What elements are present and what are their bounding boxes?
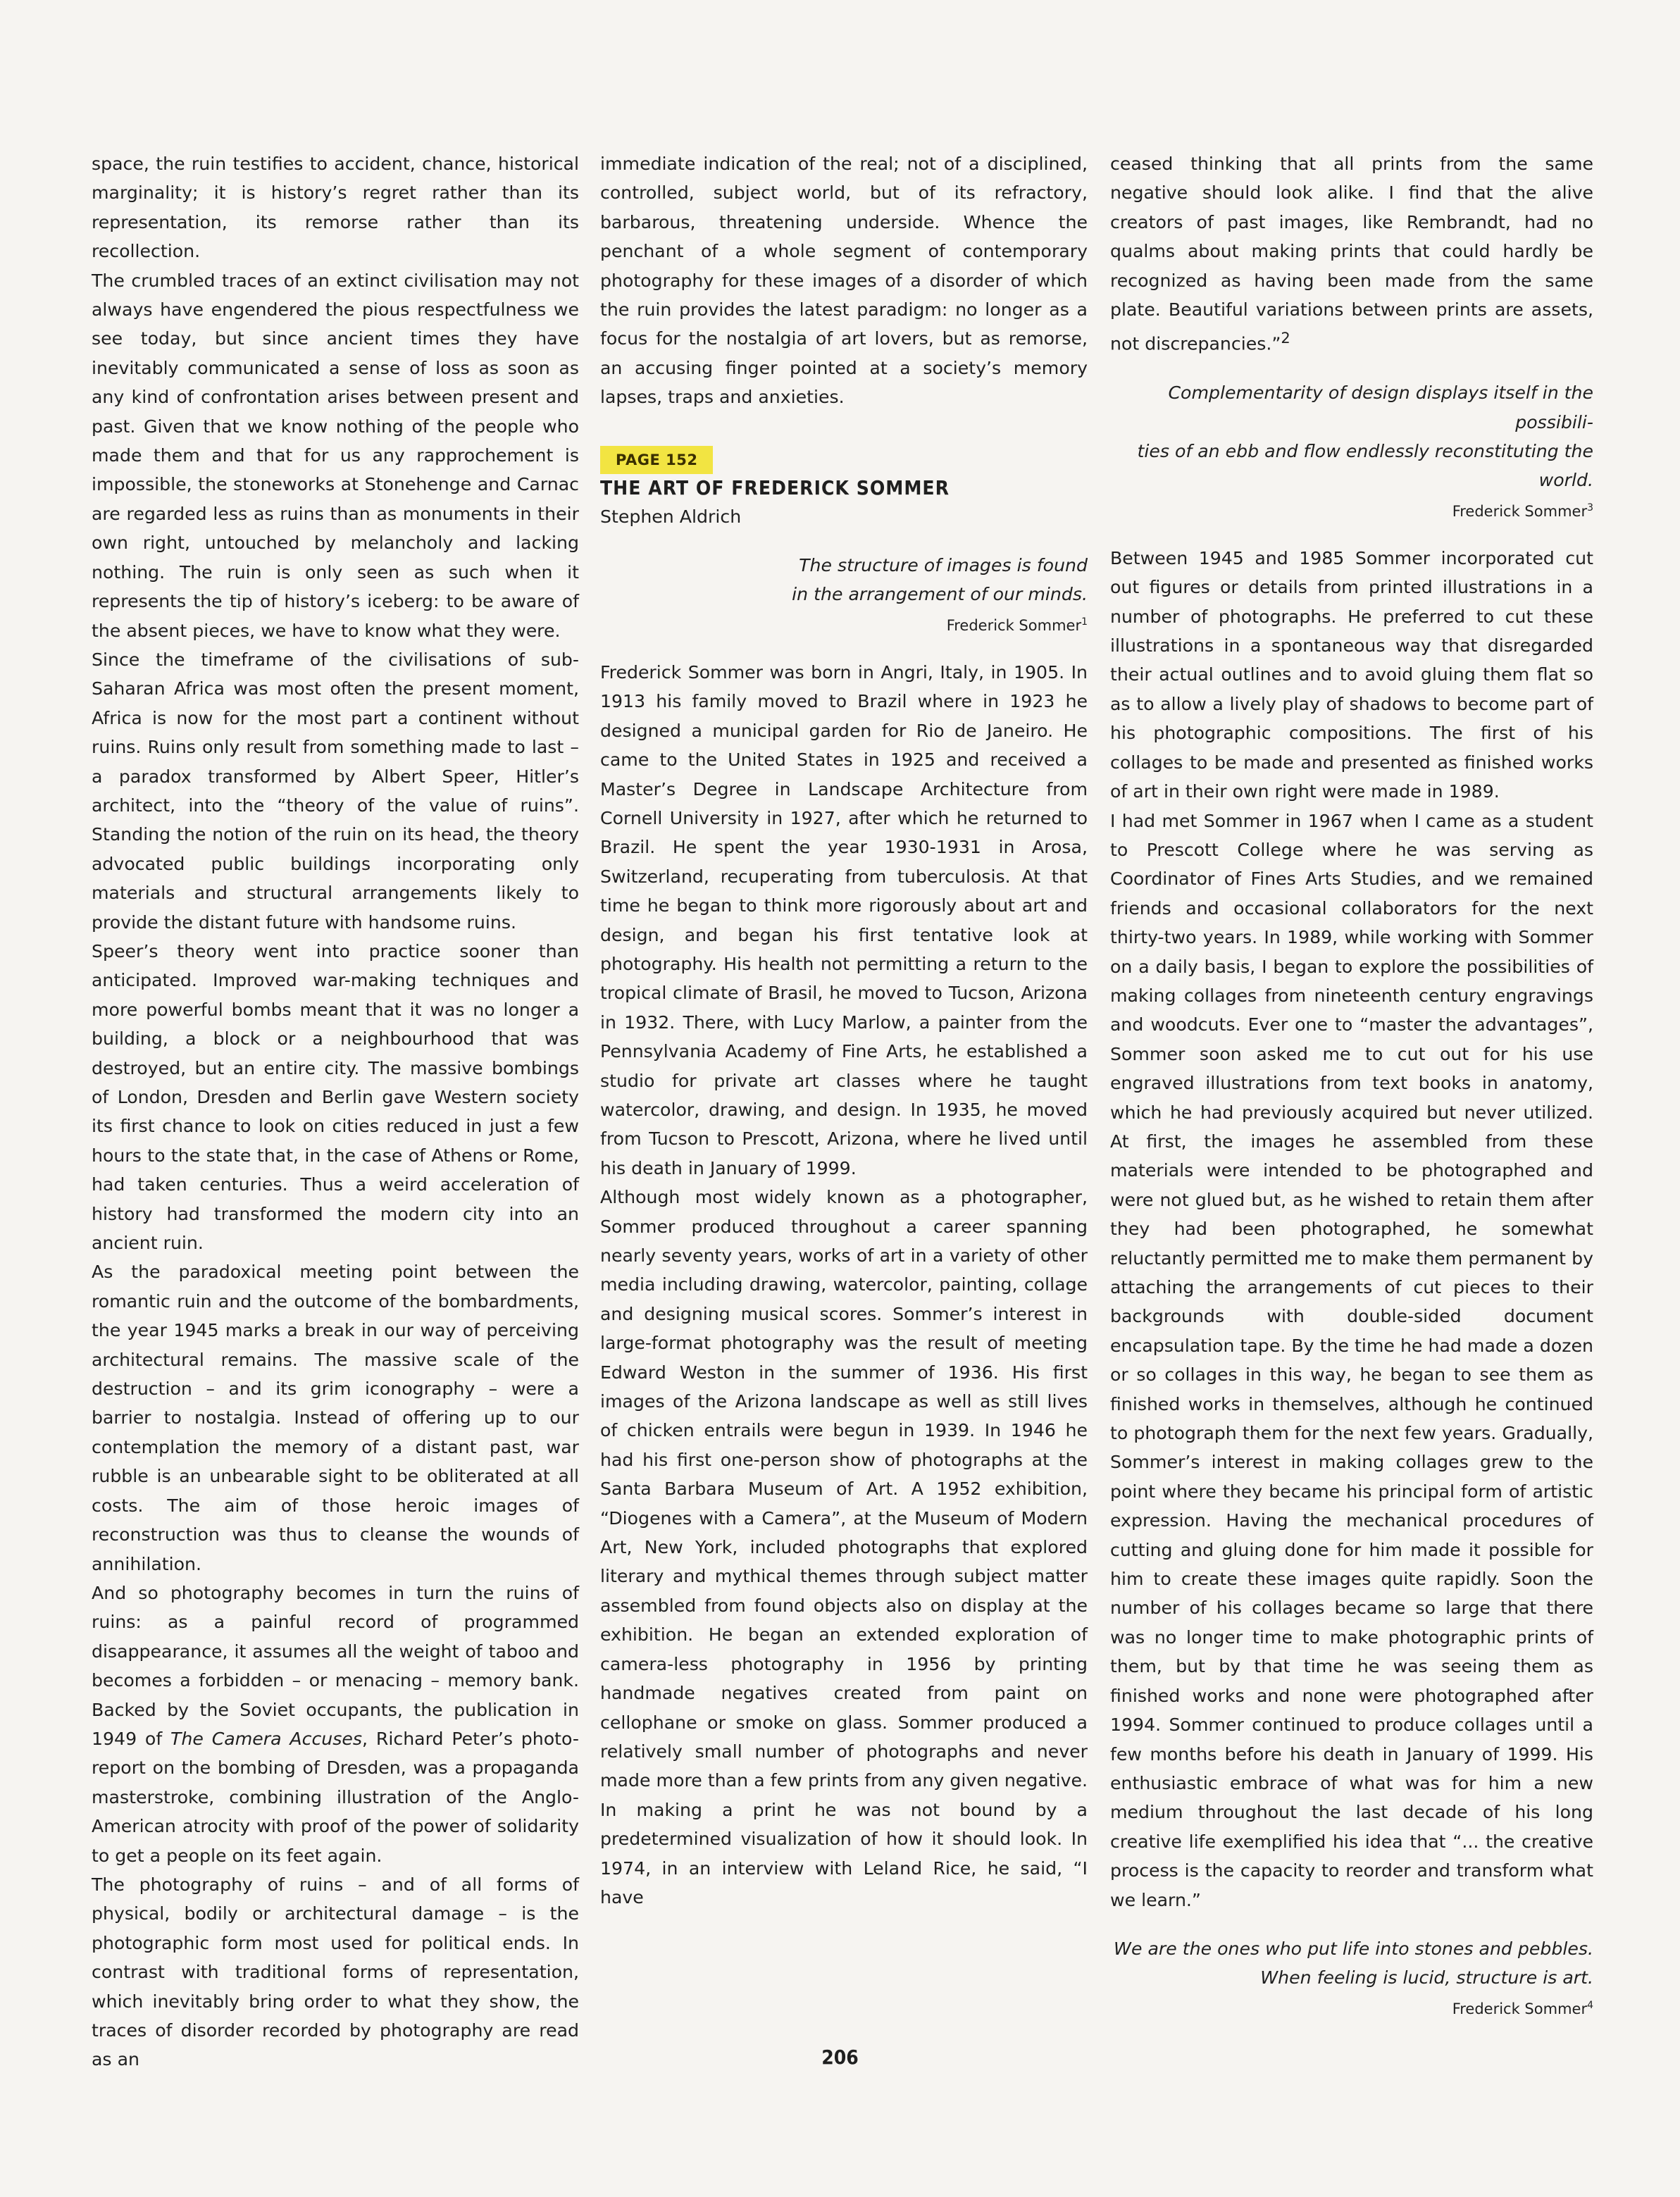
attribution-name: Frederick Sommer xyxy=(1452,502,1588,520)
attribution-name: Frederick Sommer xyxy=(1452,2000,1588,2017)
footnote-marker: 2 xyxy=(1281,330,1290,347)
article-title: THE ART OF FREDERICK SOMMER xyxy=(600,475,950,499)
epigraph-line: The structure of images is found xyxy=(799,555,1088,576)
epigraph-line: ties of an ebb and flow endlessly reconstituting the world. xyxy=(1137,441,1593,491)
page-reference-badge: PAGE 152 xyxy=(600,446,713,474)
book-title: The Camera Accuses xyxy=(170,1728,363,1749)
paragraph: Since the timeframe of the civilisations of sub-Saharan Africa was most often the present moment, Africa is now for the most part a continent without ruins. Ruins only result from something made to last – a paradox transformed by Albert Speer, Hitler’s architect, into the “theory of the value of ruins”. Standing the notion of the ruin on its head, the theory advocated public buildings incorporating only materials and structural arrangements likely to provide the distant future with handsome ruins. xyxy=(92,649,579,933)
footnote-marker: 1 xyxy=(1081,616,1088,628)
paragraph: The photography of ruins – and of all forms of physical, bodily or architectural damage – is the photographic form most used for political ends. In contrast with traditional forms of representation, which inevitably bring order to what they show, the traces of disorder recorded by photography are read as an xyxy=(92,1874,579,2070)
paragraph: Although most widely known as a photographer, Sommer produced throughout a career spanning nearly seventy years, works of art in a variety of other media including drawing, watercolor, painting, collage and designing musical scores. Sommer’s interest in large-format photography was the result of meeting Edward Weston in the summer of 1936. His first images of the Arizona landscape as well as still lives of chicken entrails were begun in 1939. In 1946 he had his first one-person show of photographs at the Santa Barbara Museum of Art. A 1952 exhibition, “Diogenes with a Camera”, at the Museum of Modern Art, New York, included photographs that explored literary and mythical themes through subject matter assembled from found objects also on display at the exhibition. He began an extended exploration of camera-less photography in 1956 by printing handmade negatives created from paint on cellophane or smoke on glass. Sommer produced a relatively small number of photographs and never made more than a few prints from any given negative. In making a print he was not bound by a predetermined visualization of how it should look. In 1974, in an interview with Leland Rice, he said, “I have xyxy=(600,1187,1088,1907)
paragraph xyxy=(1110,149,1593,359)
epigraph-line: in the arrangement of our minds. xyxy=(792,584,1088,605)
paragraph: space, the ruin testifies to accident, chance, historical marginality; it is history’s regret rather than its representation, its remorse rather than its recollection. xyxy=(92,154,579,262)
text-column-1 xyxy=(92,149,579,2074)
epigraph-line: When feeling is lucid, structure is art. xyxy=(1260,1967,1593,1988)
paragraph: Speer’s theory went into practice sooner than anticipated. Improved war-making techniques and more powerful bombs meant that it was no longer a building, a block or a neighbourhood that was destroyed, but an entire city. The massive bombings of London, Dresden and Berlin gave Western society its first chance to look on cities reduced in just a few hours to the state that, in the case of Athens or Rome, had taken centuries. Thus a weird acceleration of history had transformed the modern city into an ancient ruin. xyxy=(92,940,579,1254)
epigraph-attribution xyxy=(1110,495,1593,524)
text-column-2 xyxy=(600,149,1088,1912)
paragraph: The crumbled traces of an extinct civilisation may not always have engendered the pious respectfulness we see today, but since ancient times they have inevitably communicated a sense of loss as soon as any kind of confrontation arises between present and past. Given that we know nothing of the people who made them and that for us any rapprochement is impossible, the stoneworks at Stonehenge and Carnac are regarded less as ruins than as monuments in their own right, untouched by melancholy and lacking nothing. The ruin is only seen as such when it represents the tip of history’s iceberg: to be aware of the absent pieces, we have to know what they were. xyxy=(92,270,579,641)
text-column-3 xyxy=(1110,149,1593,2022)
footnote-marker: 4 xyxy=(1587,1999,1593,2011)
paragraph: As the paradoxical meeting point between the romantic ruin and the outcome of the bombardments, the year 1945 marks a break in our way of perceiving architectural remains. The massive scale of the destruction – and its grim iconography – were a barrier to nostalgia. Instead of offering up to our contemplation the memory of a distant past, war rubble is an unbearable sight to be obliterated at all costs. The aim of those heroic images of reconstruction was thus to cleanse the wounds of annihilation. xyxy=(92,1262,579,1574)
paragraph: immediate indication of the real; not of a disciplined, controlled, subject world, but of its refractory, barbarous, threatening underside. Whence the penchant of a whole segment of contemporary photography for these images of a disorder of which the ruin provides the latest paradigm: no longer as a focus for the nostalgia of art lovers, but as remorse, an accusing finger pointed at a society’s memory lapses, traps and anxieties. xyxy=(600,154,1088,408)
paragraph-text: And so photography becomes in turn the ruins of ruins: as a painful record of programmed disappearance, it assumes all the weight of taboo and becomes a forbidden – or menacing – memory bank. Backed by the Soviet occupants, the publication in 1949 of xyxy=(92,1582,579,1749)
page-number: 206 xyxy=(821,2046,859,2069)
footnote-marker: 3 xyxy=(1587,502,1593,514)
paragraph xyxy=(92,1579,579,1870)
article-author: Stephen Aldrich xyxy=(600,506,742,527)
paragraph-text: ceased thinking that all prints from the same negative should look alike. I find that the alive creators of past images, like Rembrandt, had no qualms about making prints that could hardly be recognized as having been made from the same plate. Beautiful variations between prints are assets, not discrepancies.” xyxy=(1110,154,1593,354)
paragraph: Between 1945 and 1985 Sommer incorporated cut out figures or details from printed illustrations in a number of photographs. He preferred to cut these illustrations in a spontaneous way that disregarded their actual outlines and to avoid gluing them flat so as to allow a lively play of shadows to become part of his photographic compositions. The first of his collages to be made and presented as finished works of art in their own right were made in 1989. xyxy=(1110,547,1593,802)
paragraph: Frederick Sommer was born in Angri, Italy, in 1905. In 1913 his family moved to Brazil where in 1923 he designed a municipal garden for Rio de Janeiro. He came to the United States in 1925 and received a Master’s Degree in Landscape Architecture from Cornell University in 1927, after which he returned to Brazil. He spent the year 1930-1931 in Arosa, Switzerland, recuperating from tuberculosis. At that time he began to think more rigorously about art and design, and began his first tentative look at photography. His health not permitting a return to the tropical climate of Brasil, he moved to Tucson, Arizona in 1932. There, with Lucy Marlow, a painter from the Pennsylvania Academy of Fine Arts, he established a studio for private art classes where he taught watercolor, drawing, and design. In 1935, he moved from Tucson to Prescott, Arizona, where he lived until his death in January of 1999. xyxy=(600,661,1088,1178)
attribution-name: Frederick Sommer xyxy=(946,616,1082,634)
epigraph-line: Complementarity of design displays itself in the possibili- xyxy=(1168,382,1593,432)
paragraph: I had met Sommer in 1967 when I came as a student to Prescott College where he was serving as Coordinator of Fines Arts Studies, and we remained friends and occasional collaborators for the next thirty-two years. In 1989, while working with Sommer on a daily basis, I began to explore the possibilities of making collages from nineteenth century engravings and woodcuts. Ever one to “master the advantages”, Sommer soon asked me to cut out for his use engraved illustrations from text books in anatomy, which he had previously acquired but never utilized. At first, the images he assembled from these materials were intended to be photographed and were not glued but, as he wished to retain them after they had been photographed, he somewhat reluctantly permitted me to make them permanent by attaching the arrangements of cut pieces to their backgrounds with double-sided document encapsulation tape. By the time he had made a dozen or so collages in this way, he began to see them as finished works in themselves, although he continued to photograph them for the next few years. Gradually, Sommer’s interest in making collages grew to the point where they became his principal form of artistic expression. Having the mechanical procedures of cutting and gluing done for him made it possible for him to create these images quite rapidly. Soon the number of his collages became so large that there was no longer time to make photographic prints of them, but by that time he was seeing them as finished works and none were photographed after 1994. Sommer continued to produce collages until a few months before his death in January of 1999. His enthusiastic embrace of what was for him a new medium throughout the last decade of his long creative life exemplified his idea that “... the creative process is the capacity to reorder and transform what we learn.” xyxy=(1110,810,1593,1910)
paragraph-text: , Richard Peter’s photo-report on the bombing of Dresden, was a propaganda masterstroke, combining illustration of the Anglo-American atrocity with proof of the power of solidarity to get a people on its feet again. xyxy=(92,1728,579,1866)
epigraph-attribution xyxy=(600,609,1088,638)
epigraph-line: We are the ones who put life into stones and pebbles. xyxy=(1114,1938,1593,1959)
epigraph-attribution xyxy=(1110,1993,1593,2022)
